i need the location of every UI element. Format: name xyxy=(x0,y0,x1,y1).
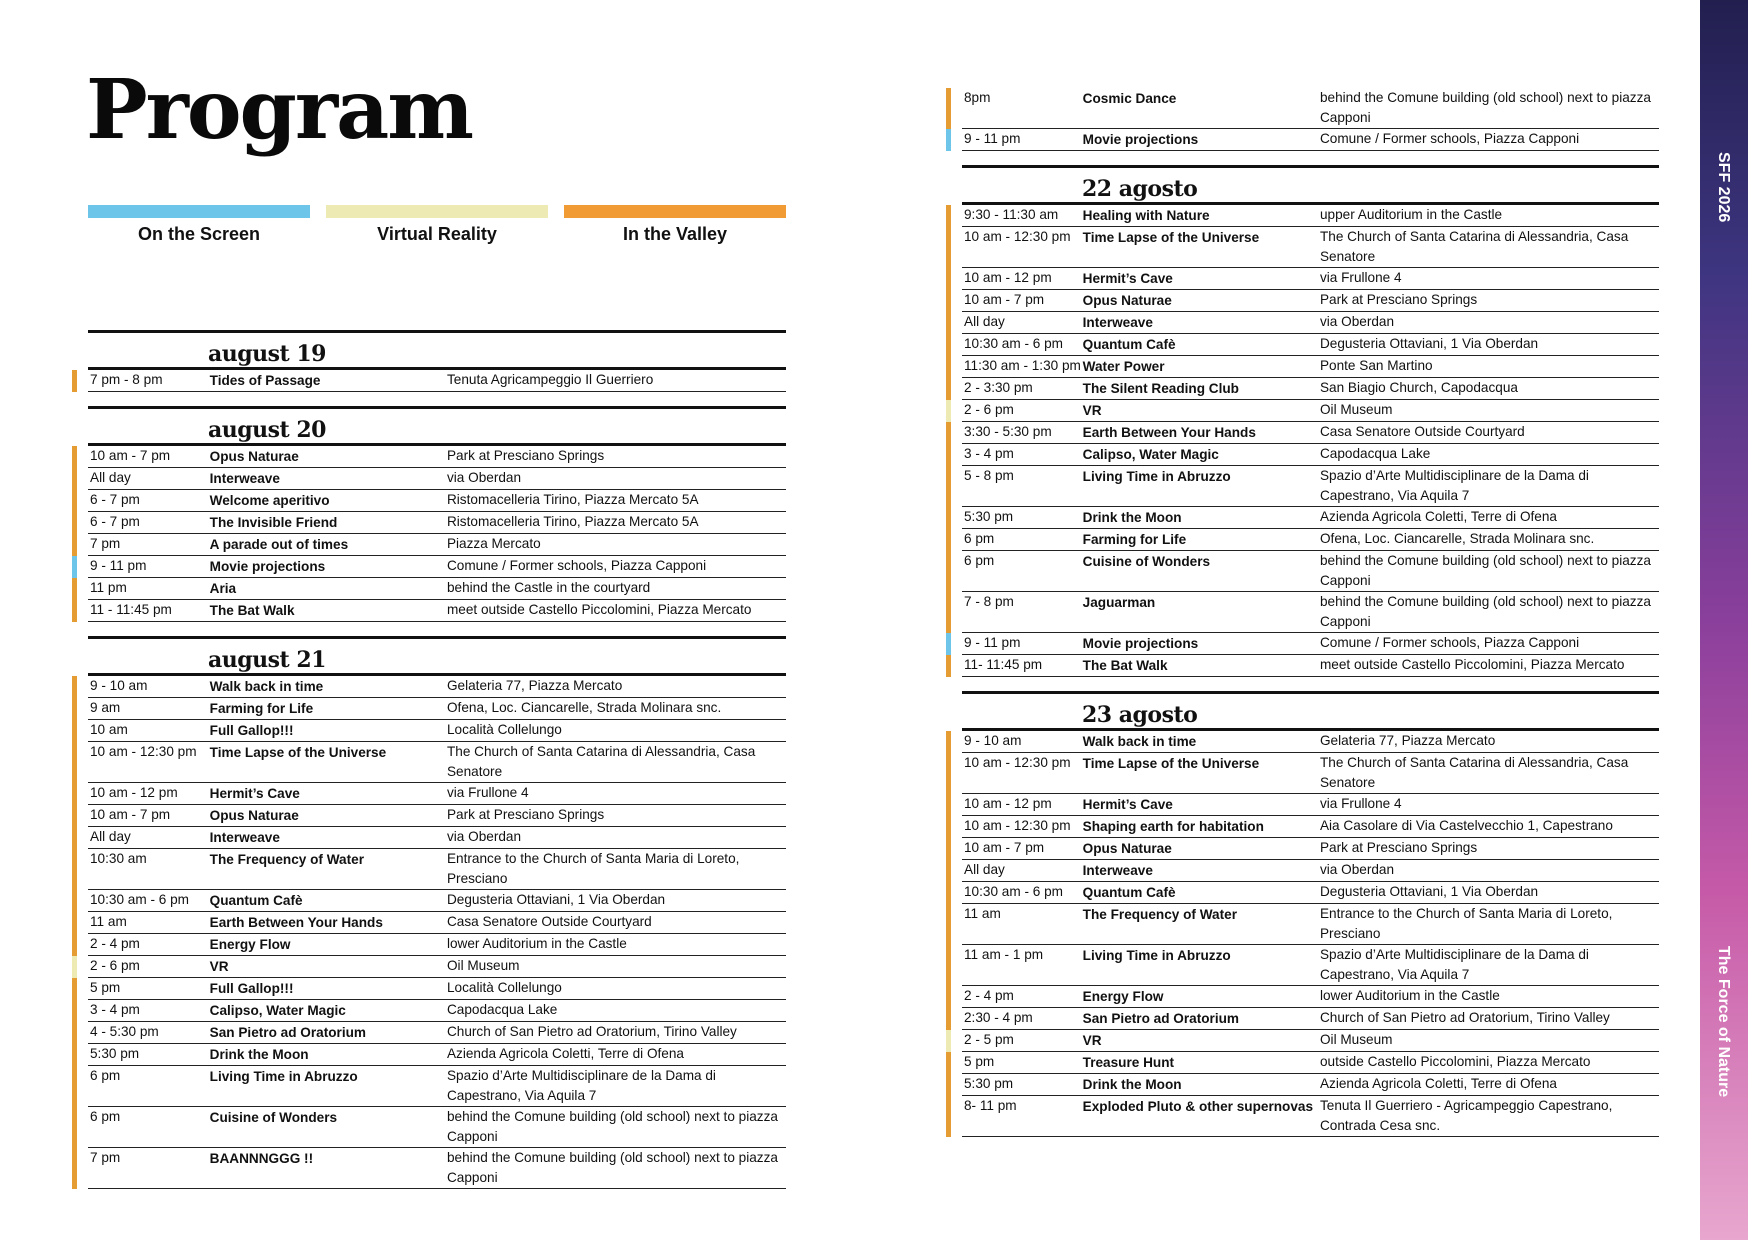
event-time: 4 - 5:30 pm xyxy=(90,1024,159,1039)
event-time: 9 - 10 am xyxy=(964,733,1022,748)
event-location: Ristomacelleria Tirino, Piazza Mercato 5A xyxy=(446,514,699,529)
event-name: VR xyxy=(209,959,229,974)
event-name: Jaguarman xyxy=(1082,595,1156,610)
event-time: 10 am - 12 pm xyxy=(90,785,178,800)
event-time: 7 - 8 pm xyxy=(964,594,1014,609)
event-time: 3 - 4 pm xyxy=(90,1002,140,1017)
day-title: 23 agosto xyxy=(1082,702,1198,728)
event-location: via Oberdan xyxy=(1319,314,1395,329)
schedule-row xyxy=(962,466,1659,507)
event-time: 5 - 8 pm xyxy=(964,468,1014,483)
day-title: 22 agosto xyxy=(1082,176,1198,202)
event-location: outside Castello Piccolomini, Piazza Mercato xyxy=(1319,1054,1591,1069)
event-location: behind the Comune building (old school) next to piazza Capponi xyxy=(446,1150,778,1185)
event-time: 9 - 11 pm xyxy=(964,131,1021,146)
event-time: 10:30 am - 6 pm xyxy=(90,892,189,907)
event-name: Tides of Passage xyxy=(209,373,321,388)
event-name: Energy Flow xyxy=(209,937,291,952)
event-time: 3:30 - 5:30 pm xyxy=(964,424,1052,439)
event-name: The Bat Walk xyxy=(209,603,295,618)
left-schedule-column xyxy=(88,330,786,1189)
event-location: Oil Museum xyxy=(446,958,520,973)
event-name: Movie projections xyxy=(1082,636,1199,651)
event-location: Oil Museum xyxy=(1319,1032,1393,1047)
event-time: 7 pm - 8 pm xyxy=(90,372,163,387)
schedule-row xyxy=(962,753,1659,794)
legend-label: Virtual Reality xyxy=(377,224,497,244)
event-name: Quantum Cafè xyxy=(1082,337,1176,352)
event-location: Casa Senatore Outside Courtyard xyxy=(446,914,652,929)
event-time: 6 pm xyxy=(90,1068,121,1083)
event-name: Farming for Life xyxy=(209,701,314,716)
event-time: 6 pm xyxy=(964,553,995,568)
event-name: Healing with Nature xyxy=(1082,208,1210,223)
schedule-row xyxy=(88,805,786,827)
schedule-row xyxy=(88,1066,786,1107)
event-location: via Oberdan xyxy=(446,829,522,844)
event-location: Aia Casolare di Via Castelvecchio 1, Capestrano xyxy=(1319,818,1613,833)
schedule-row xyxy=(88,556,786,578)
event-location: Ponte San Martino xyxy=(1319,358,1433,373)
schedule-row xyxy=(88,512,786,534)
schedule-row xyxy=(962,882,1659,904)
event-location: Gelateria 77, Piazza Mercato xyxy=(446,678,623,693)
event-time: 10:30 am - 6 pm xyxy=(964,884,1063,899)
event-location: lower Auditorium in the Castle xyxy=(1319,988,1500,1003)
event-name: Hermit’s Cave xyxy=(209,786,300,801)
event-time: 11- 11:45 pm xyxy=(964,657,1043,672)
event-time: 2 - 3:30 pm xyxy=(964,380,1033,395)
schedule-row xyxy=(962,816,1659,838)
event-time: 10 am - 12 pm xyxy=(964,796,1052,811)
event-location: Tenuta Agricampeggio Il Guerriero xyxy=(446,372,654,387)
event-time: 11 am - 1 pm xyxy=(964,947,1044,962)
event-name: Hermit’s Cave xyxy=(1082,797,1173,812)
event-name: Interweave xyxy=(1082,863,1153,878)
event-name: Full Gallop!!! xyxy=(209,723,294,738)
event-time: 3 - 4 pm xyxy=(964,446,1014,461)
event-name: Living Time in Abruzzo xyxy=(1082,469,1231,484)
schedule-row xyxy=(962,551,1659,592)
schedule-row xyxy=(962,655,1659,677)
event-time: 6 pm xyxy=(964,531,995,546)
event-location: Park at Presciano Springs xyxy=(1319,292,1478,307)
legend-in-the-valley xyxy=(564,205,786,245)
event-time: 10 am - 12:30 pm xyxy=(90,744,197,759)
schedule-row xyxy=(88,446,786,468)
event-location: Azienda Agricola Coletti, Terre di Ofena xyxy=(446,1046,684,1061)
event-location: The Church of Santa Catarina di Alessandria, Casa Senatore xyxy=(1319,229,1629,264)
event-name: Hermit’s Cave xyxy=(1082,271,1173,286)
event-name: Time Lapse of the Universe xyxy=(1082,230,1260,245)
event-time: 10 am xyxy=(90,722,128,737)
page-title: Program xyxy=(86,62,472,158)
day-title: august 21 xyxy=(208,647,326,673)
event-name: The Invisible Friend xyxy=(209,515,338,530)
event-location: Park at Presciano Springs xyxy=(446,807,605,822)
event-name: Living Time in Abruzzo xyxy=(209,1069,358,1084)
schedule-row xyxy=(88,827,786,849)
event-location: Spazio d’Arte Multidisciplinare de la Dama di Capestrano, Via Aquila 7 xyxy=(1319,947,1589,982)
event-location: via Frullone 4 xyxy=(446,785,529,800)
event-location: San Biagio Church, Capodacqua xyxy=(1319,380,1518,395)
event-name: Cuisine of Wonders xyxy=(1082,554,1211,569)
event-location: Ofena, Loc. Ciancarelle, Strada Molinara snc. xyxy=(1319,531,1595,546)
event-location: Entrance to the Church of Santa Maria di Loreto, Presciano xyxy=(446,851,740,886)
schedule-row xyxy=(962,860,1659,882)
event-name: Treasure Hunt xyxy=(1082,1055,1175,1070)
event-name: Calipso, Water Magic xyxy=(209,1003,346,1018)
event-time: 2 - 4 pm xyxy=(90,936,140,951)
event-name: Calipso, Water Magic xyxy=(1082,447,1219,462)
event-name: BAANNNGGG !! xyxy=(209,1151,314,1166)
schedule-row xyxy=(88,720,786,742)
event-time: 6 - 7 pm xyxy=(90,514,140,529)
event-time: 10 am - 7 pm xyxy=(964,840,1045,855)
schedule-row xyxy=(962,1030,1659,1052)
schedule-row xyxy=(962,1074,1659,1096)
schedule-row xyxy=(88,1000,786,1022)
schedule-row xyxy=(962,205,1659,227)
event-location: behind the Comune building (old school) next to piazza Capponi xyxy=(1319,553,1651,588)
schedule-row xyxy=(962,731,1659,753)
event-location: via Frullone 4 xyxy=(1319,270,1402,285)
event-time: 2 - 5 pm xyxy=(964,1032,1014,1047)
event-name: The Frequency of Water xyxy=(1082,907,1237,922)
schedule-row xyxy=(962,312,1659,334)
event-location: via Frullone 4 xyxy=(1319,796,1402,811)
event-location: Gelateria 77, Piazza Mercato xyxy=(1319,733,1496,748)
event-location: Capodacqua Lake xyxy=(1319,446,1431,461)
event-name: The Silent Reading Club xyxy=(1082,381,1239,396)
schedule-row xyxy=(962,838,1659,860)
event-time: 2 - 4 pm xyxy=(964,988,1014,1003)
schedule-row xyxy=(962,507,1659,529)
schedule-row xyxy=(88,978,786,1000)
day-heading-23-agosto xyxy=(962,691,1659,731)
event-time: 9 - 10 am xyxy=(90,678,148,693)
schedule-row xyxy=(962,1052,1659,1074)
event-location: Park at Presciano Springs xyxy=(1319,840,1478,855)
legend-swatch xyxy=(326,205,548,218)
event-name: Walk back in time xyxy=(1082,734,1197,749)
schedule-row xyxy=(88,698,786,720)
event-name: Cosmic Dance xyxy=(1082,91,1177,106)
event-time: 10 am - 12:30 pm xyxy=(964,818,1071,833)
schedule-row xyxy=(962,129,1659,151)
event-location: Church of San Pietro ad Oratorium, Tirino Valley xyxy=(1319,1010,1610,1025)
event-time: 11:30 am - 1:30 pm xyxy=(964,358,1081,373)
event-location: Tenuta Il Guerriero - Agricampeggio Capestrano, Contrada Cesa snc. xyxy=(1319,1098,1613,1133)
event-location: Church of San Pietro ad Oratorium, Tirino Valley xyxy=(446,1024,737,1039)
schedule-row xyxy=(88,742,786,783)
event-time: 2 - 6 pm xyxy=(964,402,1014,417)
event-name: Exploded Pluto & other supernovas xyxy=(1082,1099,1314,1114)
event-time: 10 am - 12:30 pm xyxy=(964,755,1071,770)
event-name: Drink the Moon xyxy=(1082,510,1182,525)
schedule-row xyxy=(88,534,786,556)
schedule-row xyxy=(88,912,786,934)
event-time: 9 - 11 pm xyxy=(90,558,147,573)
schedule-row xyxy=(88,468,786,490)
event-time: All day xyxy=(90,829,131,844)
event-time: 5:30 pm xyxy=(90,1046,140,1061)
event-location: The Church of Santa Catarina di Alessandria, Casa Senatore xyxy=(446,744,756,779)
festival-theme: The Force of Nature xyxy=(1715,946,1732,1098)
event-location: behind the Comune building (old school) next to piazza Capponi xyxy=(1319,90,1651,125)
event-location: The Church of Santa Catarina di Alessandria, Casa Senatore xyxy=(1319,755,1629,790)
event-name: Drink the Moon xyxy=(209,1047,309,1062)
schedule-row xyxy=(962,88,1659,129)
event-time: 10:30 am xyxy=(90,851,147,866)
schedule-row xyxy=(962,945,1659,986)
schedule-row xyxy=(88,676,786,698)
day-heading-august-19 xyxy=(88,330,786,370)
event-location: Degusteria Ottaviani, 1 Via Oberdan xyxy=(1319,336,1539,351)
right-schedule-column xyxy=(962,88,1659,1137)
event-name: Living Time in Abruzzo xyxy=(1082,948,1231,963)
event-location: Comune / Former schools, Piazza Capponi xyxy=(1319,635,1580,650)
event-time: 9:30 - 11:30 am xyxy=(964,207,1059,222)
day-heading-august-21 xyxy=(88,636,786,676)
event-name: Water Power xyxy=(1082,359,1165,374)
event-location: lower Auditorium in the Castle xyxy=(446,936,627,951)
event-name: Shaping earth for habitation xyxy=(1082,819,1264,834)
event-name: Opus Naturae xyxy=(209,808,299,823)
event-location: upper Auditorium in the Castle xyxy=(1319,207,1503,222)
event-time: 11 pm xyxy=(90,580,127,595)
event-name: Quantum Cafè xyxy=(209,893,303,908)
event-name: Cuisine of Wonders xyxy=(209,1110,338,1125)
event-name: VR xyxy=(1082,1033,1102,1048)
legend-label: In the Valley xyxy=(622,224,728,244)
event-location: Azienda Agricola Coletti, Terre di Ofena xyxy=(1319,1076,1557,1091)
event-time: 11 - 11:45 pm xyxy=(90,602,172,617)
schedule-row xyxy=(962,1008,1659,1030)
event-time: 10 am - 12:30 pm xyxy=(964,229,1071,244)
event-time: All day xyxy=(90,470,131,485)
event-time: 5 pm xyxy=(90,980,121,995)
event-name: Farming for Life xyxy=(1082,532,1187,547)
event-location: behind the Comune building (old school) next to piazza Capponi xyxy=(446,1109,778,1144)
event-time: 9 - 11 pm xyxy=(964,635,1021,650)
event-location: Oil Museum xyxy=(1319,402,1393,417)
event-location: meet outside Castello Piccolomini, Piazza Mercato xyxy=(446,602,752,617)
side-banner xyxy=(1700,0,1748,1240)
event-location: via Oberdan xyxy=(1319,862,1395,877)
event-location: meet outside Castello Piccolomini, Piazza Mercato xyxy=(1319,657,1625,672)
schedule-row xyxy=(88,600,786,622)
event-time: 8- 11 pm xyxy=(964,1098,1017,1113)
legend-on-the-screen xyxy=(88,205,310,245)
event-time: 5:30 pm xyxy=(964,1076,1014,1091)
event-time: All day xyxy=(964,862,1005,877)
event-name: Aria xyxy=(209,581,237,596)
event-name: Welcome aperitivo xyxy=(209,493,330,508)
schedule-row xyxy=(88,490,786,512)
event-name: Interweave xyxy=(209,830,280,845)
event-location: Comune / Former schools, Piazza Capponi xyxy=(1319,131,1580,146)
day-title: august 20 xyxy=(208,417,326,443)
schedule-row xyxy=(88,783,786,805)
event-location: Località Collelungo xyxy=(446,980,562,995)
schedule-row xyxy=(962,592,1659,633)
event-location: Capodacqua Lake xyxy=(446,1002,558,1017)
schedule-row xyxy=(88,890,786,912)
legend-virtual-reality xyxy=(326,205,548,245)
schedule-row xyxy=(88,1148,786,1189)
schedule-row xyxy=(962,268,1659,290)
event-time: 2 - 6 pm xyxy=(90,958,140,973)
event-location: Piazza Mercato xyxy=(446,536,541,551)
event-name: Earth Between Your Hands xyxy=(1082,425,1256,440)
event-time: 8pm xyxy=(964,90,991,105)
event-name: The Frequency of Water xyxy=(209,852,364,867)
event-location: Entrance to the Church of Santa Maria di Loreto, Presciano xyxy=(1319,906,1613,941)
event-location: Spazio d’Arte Multidisciplinare de la Dama di Capestrano, Via Aquila 7 xyxy=(446,1068,716,1103)
event-location: Spazio d’Arte Multidisciplinare de la Dama di Capestrano, Via Aquila 7 xyxy=(1319,468,1589,503)
event-time: 2:30 - 4 pm xyxy=(964,1010,1033,1025)
event-name: Interweave xyxy=(1082,315,1153,330)
event-name: Quantum Cafè xyxy=(1082,885,1176,900)
event-location: Comune / Former schools, Piazza Capponi xyxy=(446,558,707,573)
schedule-row xyxy=(88,578,786,600)
category-legend xyxy=(88,205,786,255)
event-name: Opus Naturae xyxy=(1082,293,1172,308)
event-location: Ristomacelleria Tirino, Piazza Mercato 5A xyxy=(446,492,699,507)
legend-swatch xyxy=(564,205,786,218)
event-time: 6 - 7 pm xyxy=(90,492,140,507)
event-name: Energy Flow xyxy=(1082,989,1164,1004)
event-location: Ofena, Loc. Ciancarelle, Strada Molinara snc. xyxy=(446,700,722,715)
event-name: Walk back in time xyxy=(209,679,324,694)
day-heading-22-agosto xyxy=(962,165,1659,205)
event-location: Degusteria Ottaviani, 1 Via Oberdan xyxy=(446,892,666,907)
event-name: Time Lapse of the Universe xyxy=(1082,756,1260,771)
schedule-row xyxy=(962,422,1659,444)
event-time: 10:30 am - 6 pm xyxy=(964,336,1063,351)
event-name: Interweave xyxy=(209,471,280,486)
legend-label: On the Screen xyxy=(137,224,261,244)
event-time: 10 am - 7 pm xyxy=(90,807,171,822)
day-heading-august-20 xyxy=(88,406,786,446)
schedule-row xyxy=(88,370,786,392)
event-time: 11 am xyxy=(964,906,1001,921)
event-name: Movie projections xyxy=(209,559,326,574)
schedule-row xyxy=(962,400,1659,422)
event-name: A parade out of times xyxy=(209,537,349,552)
schedule-row xyxy=(962,529,1659,551)
event-location: behind the Comune building (old school) next to piazza Capponi xyxy=(1319,594,1651,629)
event-name: The Bat Walk xyxy=(1082,658,1168,673)
legend-swatch xyxy=(88,205,310,218)
event-name: San Pietro ad Oratorium xyxy=(209,1025,367,1040)
event-name: Full Gallop!!! xyxy=(209,981,294,996)
event-time: 5 pm xyxy=(964,1054,995,1069)
event-time: 11 am xyxy=(90,914,127,929)
schedule-row xyxy=(88,1022,786,1044)
event-name: Drink the Moon xyxy=(1082,1077,1182,1092)
event-time: 10 am - 7 pm xyxy=(964,292,1045,307)
schedule-row xyxy=(88,1044,786,1066)
schedule-row xyxy=(962,334,1659,356)
event-location: Casa Senatore Outside Courtyard xyxy=(1319,424,1525,439)
schedule-row xyxy=(962,904,1659,945)
schedule-row xyxy=(88,849,786,890)
schedule-row xyxy=(962,290,1659,312)
event-name: VR xyxy=(1082,403,1102,418)
event-name: Opus Naturae xyxy=(1082,841,1172,856)
schedule-row xyxy=(962,633,1659,655)
event-name: San Pietro ad Oratorium xyxy=(1082,1011,1240,1026)
event-time: All day xyxy=(964,314,1005,329)
schedule-row xyxy=(88,956,786,978)
festival-name: SFF 2026 xyxy=(1715,152,1732,223)
event-name: Movie projections xyxy=(1082,132,1199,147)
event-location: behind the Castle in the courtyard xyxy=(446,580,651,595)
event-time: 10 am - 7 pm xyxy=(90,448,171,463)
event-time: 6 pm xyxy=(90,1109,121,1124)
schedule-row xyxy=(962,794,1659,816)
event-location: via Oberdan xyxy=(446,470,522,485)
schedule-row xyxy=(88,1107,786,1148)
event-name: Earth Between Your Hands xyxy=(209,915,383,930)
event-location: Località Collelungo xyxy=(446,722,562,737)
event-time: 7 pm xyxy=(90,536,121,551)
schedule-row xyxy=(962,356,1659,378)
day-title: august 19 xyxy=(208,341,326,367)
event-time: 10 am - 12 pm xyxy=(964,270,1052,285)
event-time: 5:30 pm xyxy=(964,509,1014,524)
schedule-row xyxy=(962,227,1659,268)
event-location: Degusteria Ottaviani, 1 Via Oberdan xyxy=(1319,884,1539,899)
event-location: Park at Presciano Springs xyxy=(446,448,605,463)
schedule-row xyxy=(88,934,786,956)
event-name: Time Lapse of the Universe xyxy=(209,745,387,760)
schedule-row xyxy=(962,1096,1659,1137)
schedule-row xyxy=(962,444,1659,466)
schedule-row xyxy=(962,986,1659,1008)
event-time: 9 am xyxy=(90,700,121,715)
event-time: 7 pm xyxy=(90,1150,121,1165)
event-location: Azienda Agricola Coletti, Terre di Ofena xyxy=(1319,509,1557,524)
schedule-row xyxy=(962,378,1659,400)
event-name: Opus Naturae xyxy=(209,449,299,464)
